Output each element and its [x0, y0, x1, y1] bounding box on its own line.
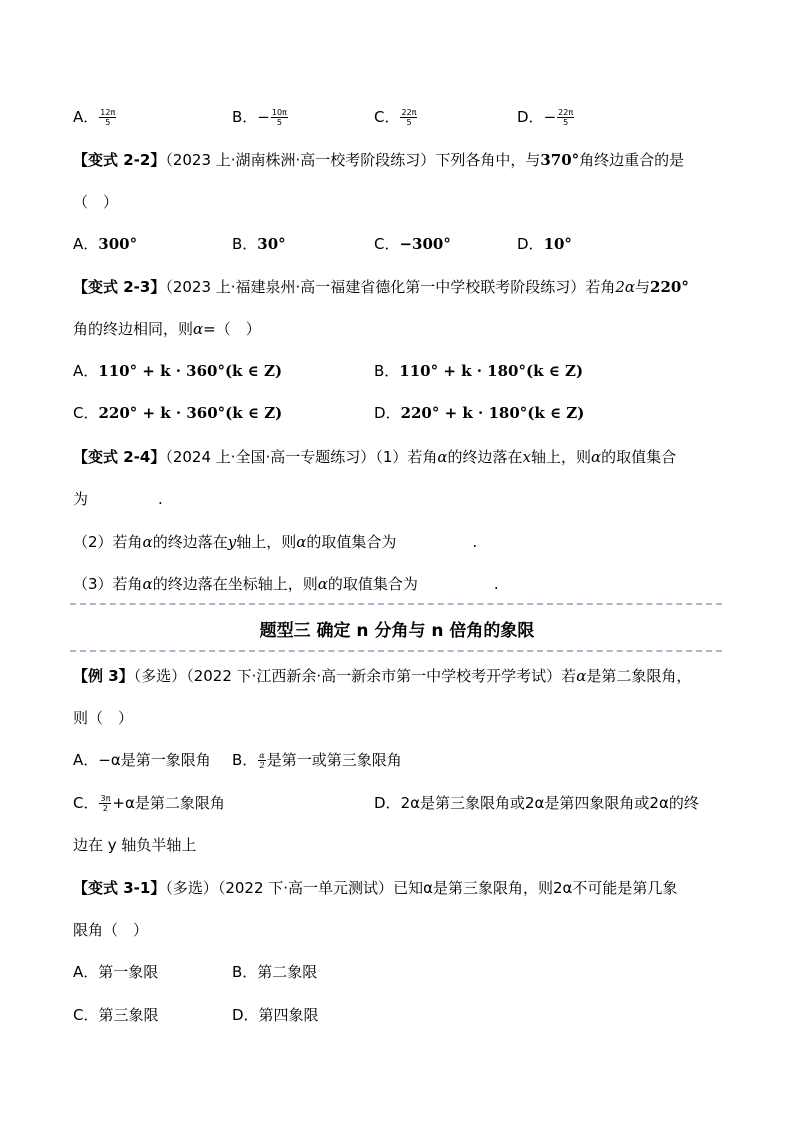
math-var: α	[576, 667, 587, 685]
question-text: 已知α是第三象限角，则2α不可能是第几象	[393, 879, 678, 897]
fraction	[557, 108, 574, 127]
question-kind: （多选）	[165, 879, 218, 897]
math-var: α	[437, 448, 448, 466]
option-d	[374, 403, 584, 423]
question-2-4-part2	[73, 532, 477, 552]
option-c	[73, 403, 282, 423]
option-label: D．	[374, 404, 401, 422]
option-sign: −	[257, 108, 270, 126]
option-a	[73, 361, 282, 381]
question-text: 为	[73, 490, 89, 508]
question-text: （2）若角	[73, 533, 143, 551]
blank-end: .	[158, 490, 163, 508]
question-2-4-part3	[73, 574, 499, 594]
option-label: B．	[232, 751, 258, 769]
math-var: α	[142, 533, 153, 551]
option-label: C．	[73, 794, 99, 812]
question-2-3-line2	[73, 319, 261, 339]
option-label: A．	[73, 108, 99, 126]
question-source: （2024 上·全国·高一专题练习）	[165, 448, 376, 466]
question-text: （1）若角	[375, 448, 438, 466]
option-c: C．第三象限	[73, 1006, 159, 1024]
option-value: 30°	[257, 235, 286, 253]
option-b	[232, 107, 289, 127]
option-text: 2α是第三象限角或2α是第四象限角或2α的终	[400, 794, 699, 812]
option-label: C．	[73, 404, 99, 422]
fraction	[258, 751, 265, 770]
math-var: α	[317, 575, 328, 593]
option-b	[232, 750, 402, 770]
fraction-denominator: 5	[406, 118, 412, 127]
question-text: （3）若角	[73, 575, 143, 593]
option-sign: −	[543, 108, 557, 126]
question-source: （2023 上·湖南株洲·高一校考阶段练习）	[165, 151, 436, 169]
option-text: +α是第二象限角	[112, 794, 225, 812]
option-text: 是第一或第三象限角	[266, 751, 402, 769]
option-c	[73, 793, 225, 813]
option-c	[374, 234, 451, 254]
option-a: A．第一象限	[73, 963, 159, 981]
section-divider-top	[70, 603, 722, 605]
question-tag: 【变式 2-4】	[73, 448, 166, 466]
question-text: 下列各角中，与	[435, 151, 541, 169]
question-text: 的终边落在坐标轴上，则	[152, 575, 318, 593]
question-text: 轴上，则	[530, 448, 591, 466]
option-b	[232, 234, 286, 254]
question-tag: 【变式 3-1】	[73, 879, 166, 897]
question-text: =（ ）	[203, 320, 261, 338]
example-3-line2: 则（ ）	[73, 709, 134, 727]
question-3-1-line2: 限角（ ）	[73, 921, 149, 939]
question-tag: 【变式 2-3】	[73, 278, 166, 296]
question-2-4-stem	[73, 447, 676, 467]
option-label: C．	[374, 235, 400, 253]
fraction-denominator: 2	[259, 761, 265, 770]
fraction-numerator: 22π	[401, 108, 417, 117]
blank-end: .	[472, 533, 478, 551]
fraction-numerator: 22π	[558, 108, 574, 117]
question-text: 的终边落在	[447, 448, 523, 466]
example-3-stem	[73, 666, 691, 686]
option-d: D．第四象限	[232, 1006, 319, 1024]
question-text: 的取值集合	[601, 448, 677, 466]
question-text: 的终边落在	[152, 533, 228, 551]
blank-end: .	[493, 575, 499, 593]
option-b: B．第二象限	[232, 963, 318, 981]
option-d	[517, 107, 575, 127]
option-label: B．	[232, 108, 258, 126]
section-divider-bottom	[70, 650, 722, 652]
fraction-numerator: 12π	[100, 108, 116, 117]
option-d	[374, 793, 699, 813]
option-d	[517, 234, 572, 254]
fraction	[99, 108, 116, 127]
option-label: A．	[73, 235, 99, 253]
math-angle: 220°	[650, 278, 689, 296]
question-3-1-stem	[73, 878, 677, 898]
question-text: 的取值集合为	[306, 533, 397, 551]
fraction-denominator: 2	[102, 804, 108, 813]
option-value: 220° + k · 180°(k ∈ Z)	[400, 404, 585, 422]
fraction-numerator: 3π	[100, 794, 111, 803]
question-text: 是第二象限角，	[586, 667, 692, 685]
option-value: 300°	[98, 235, 138, 253]
option-value: −300°	[399, 235, 451, 253]
option-label: D．	[374, 794, 401, 812]
option-value: 220° + k · 360°(k ∈ Z)	[98, 404, 283, 422]
math-var: x	[522, 448, 531, 466]
math-var: α	[193, 320, 204, 338]
question-source: （2022 下·江西新余·高一新余市第一中学校考开学考试）	[186, 667, 562, 685]
fraction-denominator: 5	[105, 118, 111, 127]
math-var: α	[591, 448, 602, 466]
option-c	[374, 107, 418, 127]
question-text: 若角	[585, 278, 616, 296]
fraction-denominator: 5	[563, 118, 569, 127]
answer-paren: （ ）	[73, 193, 119, 211]
option-label: B．	[232, 235, 258, 253]
fraction-numerator: α	[259, 751, 265, 760]
option-label: C．	[374, 108, 400, 126]
question-text: 角的终边相同，则	[73, 320, 194, 338]
math-var: α	[142, 575, 153, 593]
question-kind: （多选）	[133, 667, 187, 685]
option-value: 110° + k · 180°(k ∈ Z)	[399, 362, 584, 380]
fraction-denominator: 5	[276, 118, 282, 127]
question-text: 若	[561, 667, 577, 685]
question-tag: 【变式 2-2】	[73, 151, 166, 169]
question-source: （2022 下·高一单元测试）	[217, 879, 394, 897]
fraction	[271, 108, 288, 127]
math-angle: 370°	[540, 151, 580, 169]
question-2-4-line2	[73, 489, 163, 509]
question-2-2-stem	[73, 150, 684, 170]
option-label: B．	[374, 362, 400, 380]
question-tag: 【例 3】	[73, 667, 134, 685]
option-a	[73, 234, 137, 254]
option-value: 10°	[543, 235, 572, 253]
option-a	[73, 107, 117, 127]
math-var: 2α	[615, 278, 636, 296]
option-label: D．	[517, 108, 544, 126]
math-var: α	[296, 533, 307, 551]
question-text: 的取值集合为	[327, 575, 418, 593]
question-2-3-stem	[73, 277, 689, 297]
option-label: D．	[517, 235, 544, 253]
option-a	[73, 750, 211, 770]
fraction-numerator: 10π	[271, 108, 287, 117]
option-text: −α是第一象限角	[98, 751, 211, 769]
math-var: y	[227, 533, 237, 551]
fraction	[400, 108, 417, 127]
question-text: 轴上，则	[236, 533, 297, 551]
option-d-continued: 边在 y 轴负半轴上	[73, 836, 197, 854]
fraction	[99, 794, 111, 813]
option-label: A．	[73, 751, 99, 769]
option-label: A．	[73, 362, 99, 380]
option-b	[374, 361, 583, 381]
section-title: 题型三 确定 n 分角与 n 倍角的象限	[259, 621, 535, 641]
question-source: （2023 上·福建泉州·高一福建省德化第一中学校联考阶段练习）	[165, 278, 586, 296]
question-text: 角终边重合的是	[579, 151, 685, 169]
question-text: 与	[635, 278, 651, 296]
option-value: 110° + k · 360°(k ∈ Z)	[98, 362, 283, 380]
